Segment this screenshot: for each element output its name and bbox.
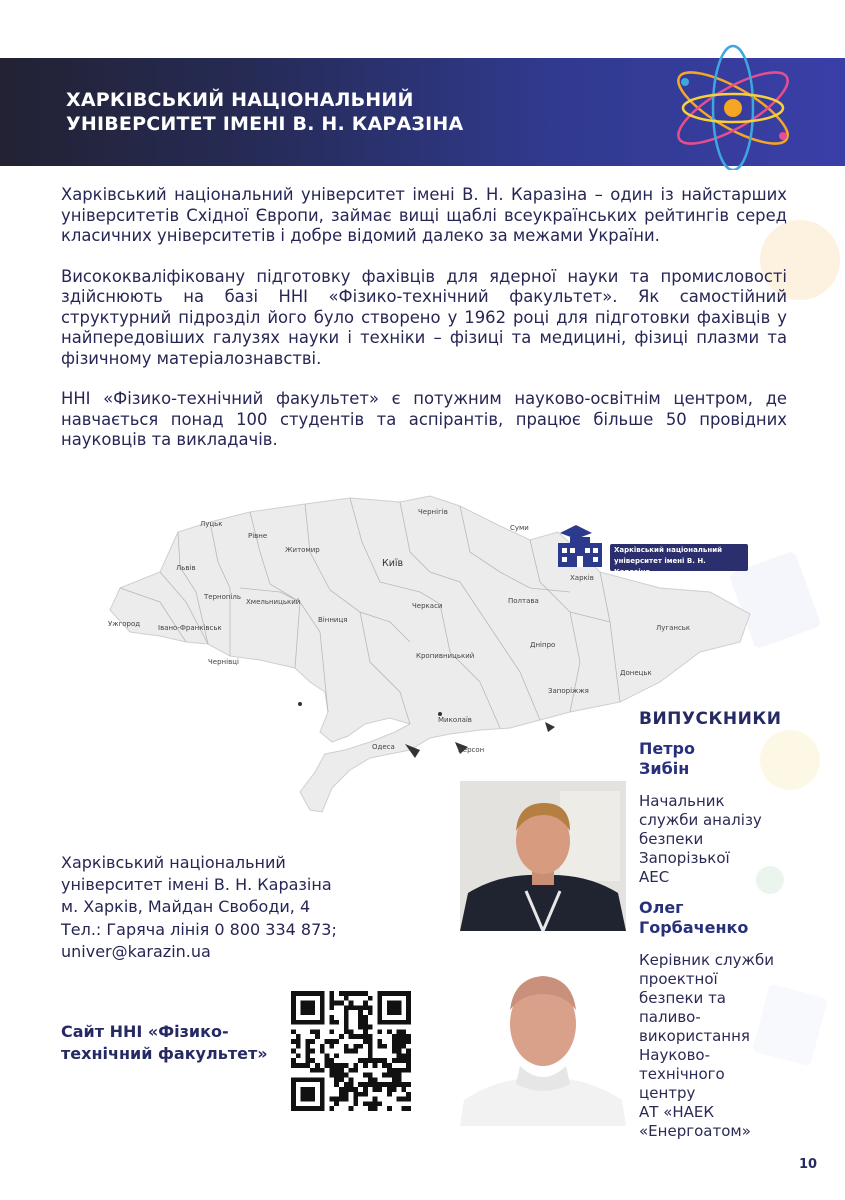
qr-code-icon[interactable] [291,990,411,1112]
map-label-ivano-frankivsk: Івано-Франківськ [158,624,222,632]
graduate-position-line: Запорізької [639,849,730,867]
contact-address: м. Харків, Майдан Свободи, 4 [61,897,311,917]
contact-line: Харківський національний [61,853,286,872]
intro-paragraph: Харківський національний університет імені В. Н. Каразіна – один із найстарших університетів Східної Європи, займає вищі щаблі всеукраїнських рейтингів серед класичних університетів і добре відомий далеко за межами України. [61,185,787,245]
map-label-kyiv: Київ [382,558,404,569]
map-label-odesa: Одеса [372,743,395,751]
map-label-khmelnytskyi: Хмельницький [246,598,301,606]
map-label-chernihiv: Чернігів [418,508,448,516]
graduate-position-line: проектної [639,970,718,988]
page-number: 10 [799,1157,818,1172]
graduate-position-line: Керівник служби [639,951,775,969]
graduate-photo [460,958,626,1126]
graduate-position-line: АТ «НАЕК [639,1103,715,1121]
site-label [61,1021,268,1065]
map-label-mykolaiv: Миколаїв [438,716,472,724]
map-label-lviv: Львів [176,564,196,572]
graduate-position-line: служби аналізу [639,811,762,829]
graduate-first-name: Олег [639,898,684,917]
contact-line: університет імені В. Н. Каразіна [61,875,332,895]
university-building-icon [556,521,606,569]
graduate-position-line: безпеки [639,830,704,848]
map-label-kherson: Херсон [458,746,485,754]
graduate-position [639,951,779,1141]
graduate-position-line: технічного [639,1065,725,1083]
intro-paragraph: Висококваліфіковану підготовку фахівців для ядерної науки та промисловості здійснюють на базі ННІ «Фізико-технічний факультет». Як самостійний структурний підрозділ його було створено у 1962 році для підготовки фахівців у найпередовіших галузях науки і техніки – фізиці та медицині, фізиці плазми та фізичному матеріалознавстві. [61,266,787,368]
map-label-ternopil: Тернопіль [204,593,242,601]
site-label-line: Сайт ННІ «Фізико- [61,1022,229,1041]
graduate-position-line: Науково- [639,1046,711,1064]
graduate-position [639,792,779,887]
atom-icon [655,40,805,170]
map-label-vinnytsia: Вінниця [318,616,348,624]
map-label-poltava: Полтава [508,597,539,605]
map-label-lutsk: Луцьк [200,520,223,528]
graduate-position-line: безпеки та [639,989,726,1007]
map-label-kharkiv: Харків [570,574,594,582]
graduate-name [639,898,748,938]
graduates-heading: ВИПУСКНИКИ [639,709,782,729]
page-title [66,88,463,136]
contact-phone: Тел.: Гаряча лінія 0 800 334 873; [61,919,337,939]
graduate-position-line: центру [639,1084,696,1102]
map-label-luhansk: Луганськ [656,624,691,632]
graduate-position-line: Начальник [639,792,725,810]
university-tag-line2: університет імені В. Н. Каразіна [614,557,706,576]
graduate-position-line: «Енергоатом» [639,1122,751,1140]
contact-email[interactable]: univer@karazin.ua [61,941,211,961]
map-label-donetsk: Донецьк [620,669,652,677]
graduate-photo [460,781,626,931]
intro-text [61,185,787,471]
map-label-zhytomyr: Житомир [285,546,320,554]
graduate-first-name: Петро [639,739,695,758]
graduate-position-line: паливо- [639,1008,701,1026]
university-tag [610,544,748,576]
map-label-cherkasy: Черкаси [412,602,443,610]
page-title-line1: ХАРКІВСЬКИЙ НАЦІОНАЛЬНИЙ [66,89,414,111]
intro-paragraph: ННІ «Фізико-технічний факультет» є потужним науково-освітнім центром, де навчається понад 100 студентів та аспірантів, працює більше 50 провідних науковців та викладачів. [61,389,787,449]
map-label-kropyvnytskyi: Кропивницький [416,652,475,660]
university-map-marker [556,521,746,576]
graduate-position-line: АЕС [639,868,670,886]
site-label-line: технічний факультет» [61,1044,268,1063]
map-label-chernivtsi: Чернівці [208,658,239,666]
university-tag-line1: Харківський національний [614,546,723,554]
contact-info [61,852,337,963]
graduate-last-name: Горбаченко [639,918,749,937]
map-label-rivne: Рівне [248,532,268,540]
graduate-position-line: використання [639,1027,750,1045]
page-title-line2: УНІВЕРСИТЕТ ІМЕНІ В. Н. КАРАЗІНА [66,113,464,135]
graduate-name [639,739,695,779]
map-label-uzhhorod: Ужгород [108,620,141,628]
map-label-zaporizhzhia: Запоріжжя [548,687,589,695]
map-label-dnipro: Дніпро [530,641,556,649]
graduate-last-name: Зибін [639,759,690,778]
map-label-sumy: Суми [510,524,529,532]
